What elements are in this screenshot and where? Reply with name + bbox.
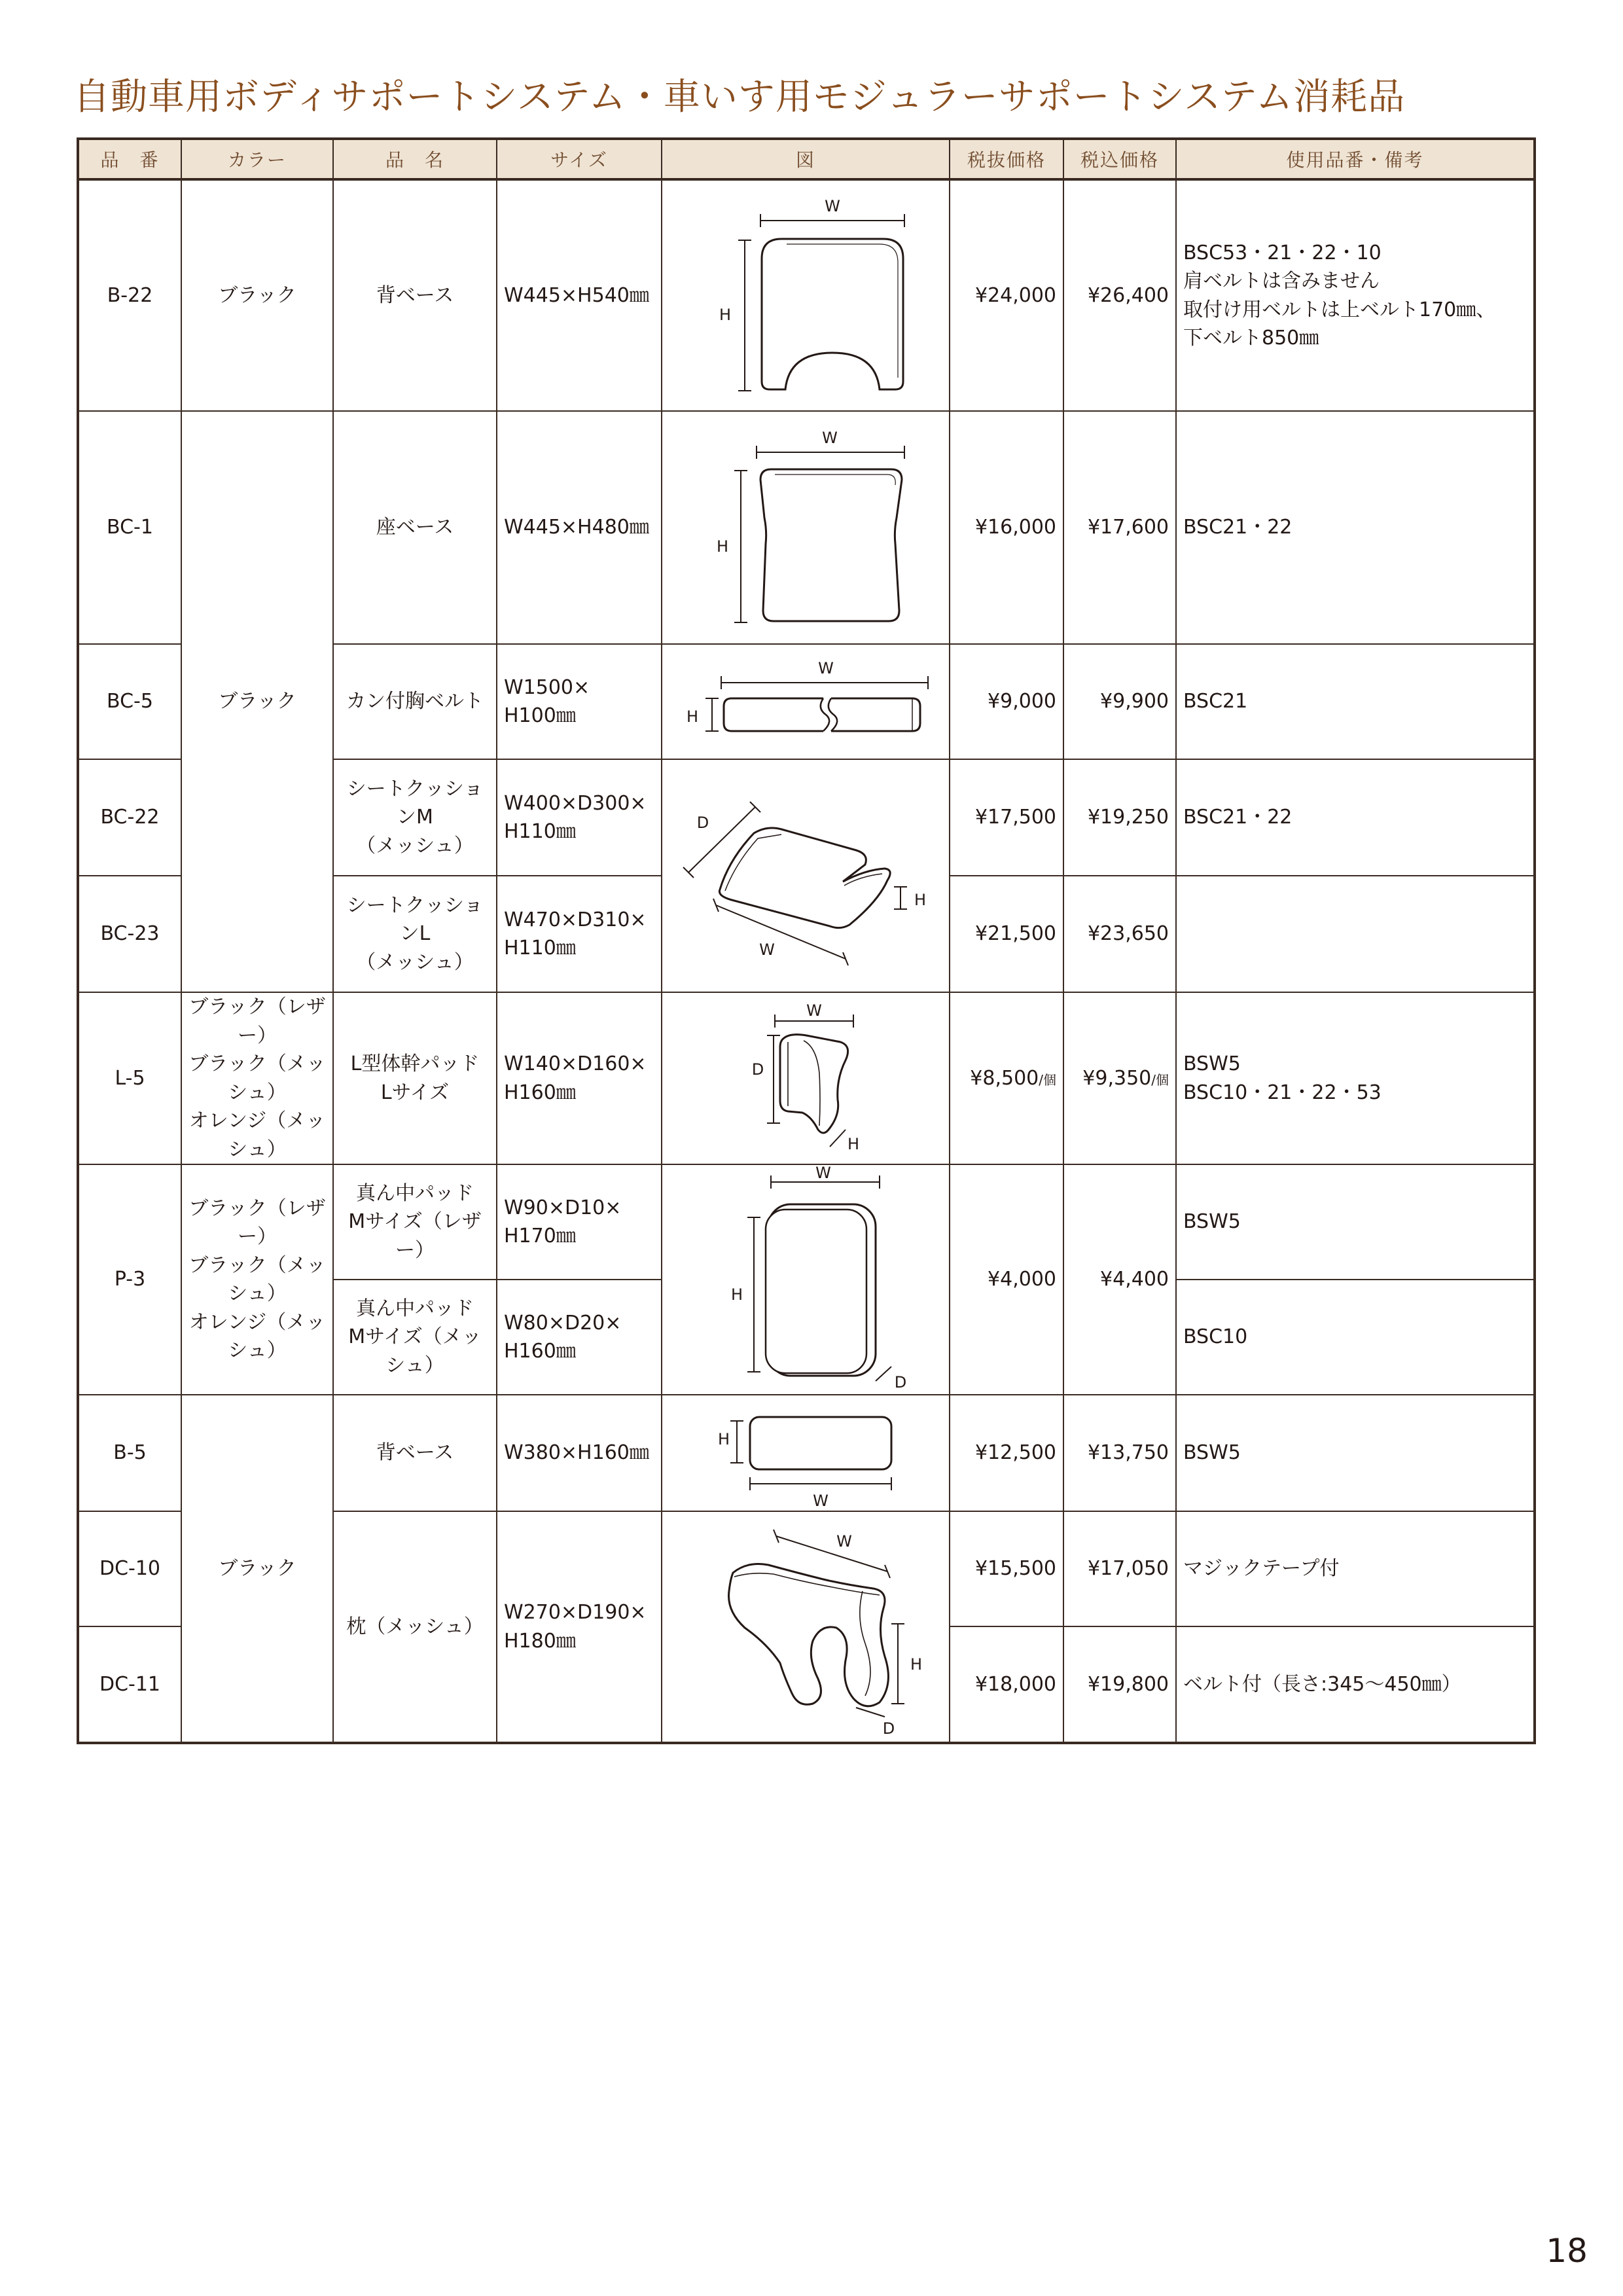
item-notes: BSW5 [1176, 1164, 1535, 1280]
dim-label-h: H [719, 305, 732, 324]
item-size: W90×D10× H170㎜ [497, 1164, 662, 1280]
figure-cell [662, 759, 950, 992]
seat-base-figure [669, 413, 957, 642]
figure-cell [662, 1395, 950, 1511]
figure-cell [662, 1164, 950, 1395]
item-size: W445×H540㎜ [497, 179, 662, 411]
dim-label-h: H [716, 537, 729, 556]
dim-label-d: D [751, 1060, 764, 1079]
header-size: サイズ [497, 139, 662, 179]
header-figure: 図 [662, 139, 950, 179]
page-title: 自動車用ボディサポートシステム・車いす用モジュラーサポートシステム消耗品 [73, 76, 1406, 118]
price-ex-tax: ¥18,000 [950, 1626, 1063, 1743]
figure-cell [662, 1511, 950, 1743]
header-code: 品 番 [78, 139, 181, 179]
item-name: 背ベース [333, 1395, 497, 1511]
dim-label-w: W [813, 1492, 829, 1510]
item-code: B-22 [78, 179, 181, 411]
item-size: W140×D160× H160㎜ [497, 992, 662, 1164]
figure-cell [662, 411, 950, 644]
table-row [78, 179, 1535, 411]
dim-label-w: W [818, 659, 834, 677]
header-price-in: 税込価格 [1063, 139, 1176, 179]
dim-label-w: W [806, 1001, 822, 1020]
header-color: カラー [181, 139, 333, 179]
item-notes: BSC21・22 [1176, 411, 1535, 644]
pillow-figure [669, 1513, 957, 1742]
item-size: W1500× H100㎜ [497, 644, 662, 759]
item-code: BC-23 [78, 876, 181, 992]
item-code: BC-22 [78, 759, 181, 876]
price-in-tax: ¥23,650 [1063, 876, 1176, 992]
price-in-tax: ¥17,600 [1063, 411, 1176, 644]
price-ex-tax: ¥17,500 [950, 759, 1063, 876]
item-size: W80×D20× H160㎜ [497, 1280, 662, 1395]
table-row [78, 1164, 1535, 1280]
item-size: W470×D310× H110㎜ [497, 876, 662, 992]
item-name: 背ベース [333, 179, 497, 411]
page-number: 18 [1546, 2232, 1588, 2270]
item-name: 真ん中パッド Mサイズ（レザー） [333, 1164, 497, 1280]
price-ex-tax: ¥12,500 [950, 1395, 1063, 1511]
seat-cushion-figure [669, 761, 957, 990]
table-row [78, 992, 1535, 1164]
item-notes [1176, 876, 1535, 992]
item-code: L-5 [78, 992, 181, 1164]
item-color: ブラック [181, 179, 333, 411]
dim-label-h: H [730, 1285, 743, 1304]
dim-label-h: H [847, 1134, 860, 1153]
price-in-tax: ¥9,900 [1063, 644, 1176, 759]
price-in-tax: ¥19,800 [1063, 1626, 1176, 1743]
dim-label-w: W [825, 196, 840, 215]
dim-label-h: H [910, 1655, 923, 1674]
dim-label-w: W [815, 1164, 831, 1182]
center-pad-figure [669, 1165, 957, 1394]
item-notes: BSW5 [1176, 1395, 1535, 1511]
price-in-tax: ¥17,050 [1063, 1511, 1176, 1626]
item-color: ブラック [181, 1395, 333, 1743]
l-pad-figure [669, 1001, 957, 1156]
price-in-tax: ¥26,400 [1063, 179, 1176, 411]
item-notes: BSC21 [1176, 644, 1535, 759]
item-code: BC-1 [78, 411, 181, 644]
item-color: ブラック [181, 411, 333, 992]
header-notes: 使用品番・備考 [1176, 139, 1535, 179]
dim-label-h: H [717, 1430, 730, 1448]
dim-label-d: D [894, 1373, 907, 1391]
item-notes: ベルト付（長さ:345〜450㎜） [1176, 1626, 1535, 1743]
table-header-row [78, 139, 1535, 179]
figure-cell [662, 179, 950, 411]
price-in-tax: ¥13,750 [1063, 1395, 1176, 1511]
item-name: 真ん中パッド Mサイズ（メッシュ） [333, 1280, 497, 1395]
price-ex-tax: ¥21,500 [950, 876, 1063, 992]
item-notes: BSC53・21・22・10 肩ベルトは含みません 取付け用ベルトは上ベルト170㎜、 下ベルト850㎜ [1176, 179, 1535, 411]
price-in-tax: ¥9,350/個 [1063, 992, 1176, 1164]
dim-label-d: D [696, 814, 709, 832]
back-base-figure [669, 181, 957, 410]
item-name: 枕（メッシュ） [333, 1511, 497, 1743]
consumables-table [77, 137, 1536, 1744]
item-name: シートクッションM （メッシュ） [333, 759, 497, 876]
figure-cell [662, 992, 950, 1164]
item-notes: マジックテープ付 [1176, 1511, 1535, 1626]
header-price-ex: 税抜価格 [950, 139, 1063, 179]
item-name: 座ベース [333, 411, 497, 644]
item-notes: BSC21・22 [1176, 759, 1535, 876]
figure-cell [662, 644, 950, 759]
price-ex-tax: ¥8,500/個 [950, 992, 1063, 1164]
price-ex-tax: ¥4,000 [950, 1164, 1063, 1395]
item-code: BC-5 [78, 644, 181, 759]
price-in-tax: ¥4,400 [1063, 1164, 1176, 1395]
item-size: W445×H480㎜ [497, 411, 662, 644]
price-ex-tax: ¥9,000 [950, 644, 1063, 759]
table-row [78, 411, 1535, 644]
dim-label-w: W [836, 1532, 852, 1551]
item-size: W270×D190× H180㎜ [497, 1511, 662, 1743]
item-code: P-3 [78, 1164, 181, 1395]
price-ex-tax: ¥16,000 [950, 411, 1063, 644]
item-notes: BSW5 BSC10・21・22・53 [1176, 992, 1535, 1164]
item-size: W380×H160㎜ [497, 1395, 662, 1511]
dim-label-w: W [759, 941, 775, 959]
item-size: W400×D300× H110㎜ [497, 759, 662, 876]
item-code: B-5 [78, 1395, 181, 1511]
item-name: シートクッションL （メッシュ） [333, 876, 497, 992]
price-ex-tax: ¥24,000 [950, 179, 1063, 411]
price-ex-tax: ¥15,500 [950, 1511, 1063, 1626]
dim-label-d: D [882, 1719, 895, 1738]
dim-label-w: W [822, 429, 838, 447]
item-code: DC-11 [78, 1626, 181, 1743]
chest-belt-figure [669, 646, 957, 757]
price-in-tax: ¥19,250 [1063, 759, 1176, 876]
dim-label-h: H [686, 708, 699, 726]
item-code: DC-10 [78, 1511, 181, 1626]
table-row [78, 1395, 1535, 1511]
item-name: カン付胸ベルト [333, 644, 497, 759]
item-color: ブラック（レザー） ブラック（メッシュ） オレンジ（メッシュ） [181, 992, 333, 1164]
header-name: 品 名 [333, 139, 497, 179]
item-name: L型体幹パッド Lサイズ [333, 992, 497, 1164]
dim-label-h: H [914, 891, 927, 909]
item-notes: BSC10 [1176, 1280, 1535, 1395]
item-color: ブラック（レザー） ブラック（メッシュ） オレンジ（メッシュ） [181, 1164, 333, 1395]
back-base-b5-figure [669, 1397, 957, 1509]
